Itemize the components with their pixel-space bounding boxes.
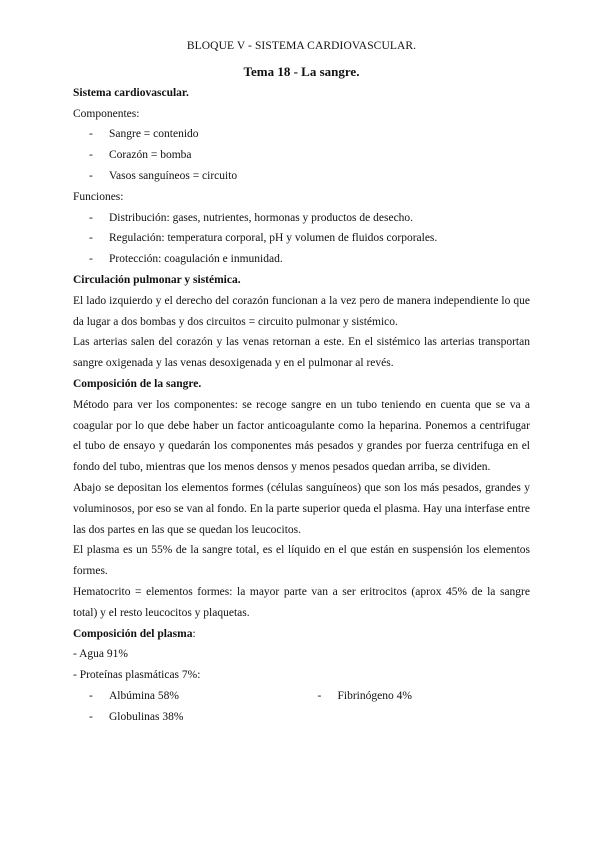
list-item: - Protección: coagulación e inmunidad. bbox=[89, 249, 530, 270]
list-item: - Corazón = bomba bbox=[89, 145, 530, 166]
paragraph: Las arterias salen del corazón y las venas retornan a este. En el sistémico las arterias transportan sangre oxigenada y las venas desoxigenada y en el pulmonar al revés. bbox=[73, 336, 530, 370]
componentes-label: Componentes: bbox=[73, 107, 140, 120]
proteinas-line: - Proteínas plasmáticas 7%: bbox=[73, 669, 201, 682]
list-item: - Fibrinógeno 4% bbox=[318, 686, 531, 707]
funciones-label: Funciones: bbox=[73, 190, 124, 203]
paragraph: El plasma es un 55% de la sangre total, es el líquido en el que están en suspensión los elementos formes. bbox=[73, 544, 530, 578]
list-item: - Distribución: gases, nutrientes, hormonas y productos de desecho. bbox=[89, 208, 530, 229]
list-item: - Albúmina 58% bbox=[89, 686, 302, 707]
proteinas-list-left bbox=[73, 686, 302, 728]
list-item: - Regulación: temperatura corporal, pH y volumen de fluidos corporales. bbox=[89, 228, 530, 249]
paragraph: El lado izquierdo y el derecho del corazón funcionan a la vez pero de manera independiente lo que da lugar a dos bombas y dos circuitos = circuito pulmonar y sistémico. bbox=[73, 294, 530, 328]
paragraph: Hematocrito = elementos formes: la mayor parte van a ser eritrocitos (aprox 45% de la sangre total) y el resto leucocitos y plaquetas. bbox=[73, 585, 530, 619]
section-heading-sistema: Sistema cardiovascular. bbox=[73, 86, 189, 99]
funciones-list bbox=[73, 208, 530, 270]
proteinas-columns bbox=[73, 686, 530, 728]
list-item: - Globulinas 38% bbox=[89, 707, 302, 728]
section-heading-circulacion: Circulación pulmonar y sistémica. bbox=[73, 273, 241, 286]
paragraph: Abajo se depositan los elementos formes (células sanguíneos) que son los más pesados, grandes y voluminosos, por eso se van al fondo. En la parte superior queda el plasma. Hay una interfase entre las dos partes en las que se quedan los leucocitos. bbox=[73, 481, 530, 536]
section-heading-composicion-plasma: Composición del plasma: bbox=[73, 627, 196, 640]
list-item: - Sangre = contenido bbox=[89, 124, 530, 145]
proteinas-list-right bbox=[302, 686, 531, 728]
componentes-list bbox=[73, 124, 530, 186]
agua-line: - Agua 91% bbox=[73, 648, 128, 661]
page-title: Tema 18 - La sangre. bbox=[243, 63, 360, 79]
document-header: BLOQUE V - SISTEMA CARDIOVASCULAR. bbox=[186, 40, 417, 52]
paragraph: Método para ver los componentes: se recoge sangre en un tubo teniendo en cuenta que se va a coagular por lo que debe haber un factor anticoagulante como la heparina. Ponemos a centrifugar el tubo de ensayo y quedarán los componentes más pesados y grandes por fuerza centrifuga en el fondo del tubo, mientras que los menos densos y menos pesados quedan arriba, se dividen. bbox=[73, 398, 530, 474]
section-heading-composicion-sangre: Composición de la sangre. bbox=[73, 377, 202, 390]
list-item: - Vasos sanguíneos = circuito bbox=[89, 166, 530, 187]
